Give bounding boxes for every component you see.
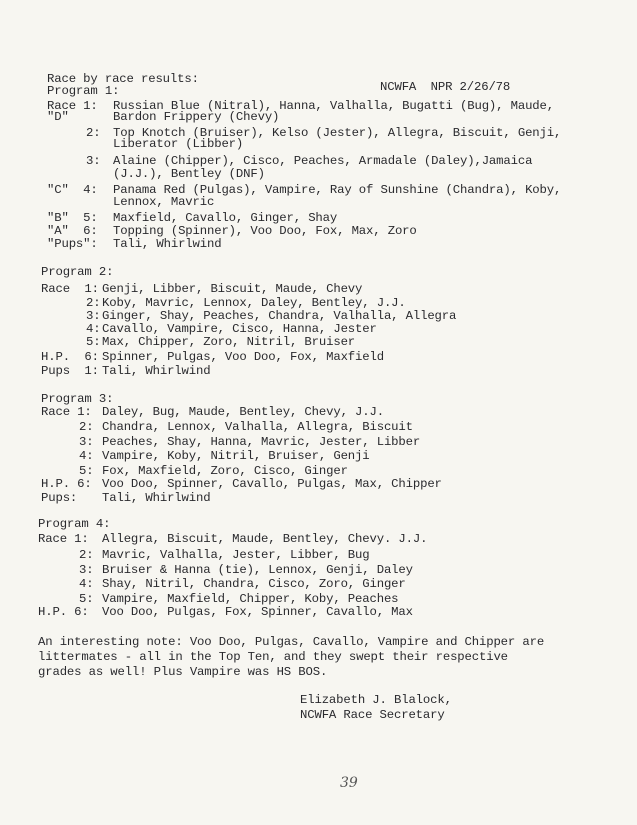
- race-result: Genji, Libber, Biscuit, Maude, Chevy: [102, 282, 363, 296]
- race-result: Tali, Whirlwind: [102, 491, 211, 505]
- race-label: 3:: [86, 309, 101, 323]
- race-label: Race 1:: [47, 99, 98, 113]
- document-title: Race by race results:: [47, 72, 199, 86]
- program-heading: Program 4:: [38, 517, 111, 531]
- race-label: "A" 6:: [47, 224, 98, 238]
- race-label: 5:: [79, 592, 94, 606]
- race-result: Max, Chipper, Zoro, Nitril, Bruiser: [102, 335, 356, 349]
- race-result: Fox, Maxfield, Zoro, Cisco, Ginger: [102, 464, 348, 478]
- note-line: An interesting note: Voo Doo, Pulgas, Cavallo, Vampire and Chipper are: [38, 635, 545, 649]
- race-result: Daley, Bug, Maude, Bentley, Chevy, J.J.: [102, 405, 384, 419]
- race-result: Bardon Frippery (Chevy): [113, 110, 280, 124]
- race-label: "B" 5:: [47, 211, 98, 225]
- race-result: Vampire, Koby, Nitril, Bruiser, Genji: [102, 449, 370, 463]
- signature-title: NCWFA Race Secretary: [300, 708, 445, 722]
- race-label: 3:: [79, 435, 94, 449]
- race-label: 2:: [79, 548, 94, 562]
- race-label: Pups 1:: [41, 364, 99, 378]
- race-result: Liberator (Libber): [113, 137, 244, 151]
- note-line: littermates - all in the Top Ten, and they swept their respective: [38, 650, 508, 664]
- race-label: Race 1:: [41, 282, 99, 296]
- race-result: Tali, Whirlwind: [102, 364, 211, 378]
- race-result: Koby, Mavric, Lennox, Daley, Bentley, J.J.: [102, 296, 406, 310]
- race-label: 2:: [86, 126, 101, 140]
- race-result: Topping (Spinner), Voo Doo, Fox, Max, Zoro: [113, 224, 417, 238]
- program-heading: Program 3:: [41, 392, 114, 406]
- page-number: 39: [340, 775, 358, 791]
- race-result: (J.J.), Bentley (DNF): [113, 167, 265, 181]
- race-result: Ginger, Shay, Peaches, Chandra, Valhalla, Allegra: [102, 309, 457, 323]
- race-result: Chandra, Lennox, Valhalla, Allegra, Biscuit: [102, 420, 413, 434]
- race-result: Spinner, Pulgas, Voo Doo, Fox, Maxfield: [102, 350, 384, 364]
- program-heading: Program 2:: [41, 265, 114, 279]
- race-result: Vampire, Maxfield, Chipper, Koby, Peaches: [102, 592, 399, 606]
- race-label: 3:: [79, 563, 94, 577]
- race-label: 2:: [79, 420, 94, 434]
- race-result: Cavallo, Vampire, Cisco, Hanna, Jester: [102, 322, 377, 336]
- race-label: 5:: [86, 335, 101, 349]
- race-label: "C" 4:: [47, 183, 98, 197]
- race-label: H.P. 6:: [41, 350, 99, 364]
- program-heading: Program 1:: [47, 84, 120, 98]
- race-result: Mavric, Valhalla, Jester, Libber, Bug: [102, 548, 370, 562]
- race-label: H.P. 6:: [41, 477, 92, 491]
- race-result: Lennox, Mavric: [113, 195, 215, 209]
- race-result: Top Knotch (Bruiser), Kelso (Jester), Allegra, Biscuit, Genji,: [113, 126, 562, 140]
- note-line: grades as well! Plus Vampire was HS BOS.: [38, 665, 328, 679]
- race-label: "Pups":: [47, 237, 98, 251]
- race-result: Panama Red (Pulgas), Vampire, Ray of Sunshine (Chandra), Koby,: [113, 183, 562, 197]
- race-label: 4:: [86, 322, 101, 336]
- race-result: Peaches, Shay, Hanna, Mavric, Jester, Libber: [102, 435, 421, 449]
- race-result: Allegra, Biscuit, Maude, Bentley, Chevy. J.J.: [102, 532, 428, 546]
- race-label: Race 1:: [41, 405, 92, 419]
- race-result: Alaine (Chipper), Cisco, Peaches, Armadale (Daley),Jamaica: [113, 154, 533, 168]
- race-label: 3:: [86, 154, 101, 168]
- race-result: Maxfield, Cavallo, Ginger, Shay: [113, 211, 338, 225]
- race-label: Pups:: [41, 491, 78, 505]
- race-result: Shay, Nitril, Chandra, Cisco, Zoro, Ginger: [102, 577, 406, 591]
- race-result: Voo Doo, Pulgas, Fox, Spinner, Cavallo, Max: [102, 605, 413, 619]
- race-label: "D": [47, 110, 69, 124]
- race-result: Voo Doo, Spinner, Cavallo, Pulgas, Max, Chipper: [102, 477, 442, 491]
- race-label: 4:: [79, 449, 94, 463]
- org-date-header: NCWFA NPR 2/26/78: [380, 80, 511, 94]
- race-label: 5:: [79, 464, 94, 478]
- race-result: Bruiser & Hanna (tie), Lennox, Genji, Daley: [102, 563, 413, 577]
- race-result: Russian Blue (Nitral), Hanna, Valhalla, Bugatti (Bug), Maude,: [113, 99, 554, 113]
- race-result: Tali, Whirlwind: [113, 237, 222, 251]
- race-label: 2:: [86, 296, 101, 310]
- race-label: Race 1:: [38, 532, 89, 546]
- signature-name: Elizabeth J. Blalock,: [300, 693, 452, 707]
- race-label: H.P. 6:: [38, 605, 89, 619]
- race-label: 4:: [79, 577, 94, 591]
